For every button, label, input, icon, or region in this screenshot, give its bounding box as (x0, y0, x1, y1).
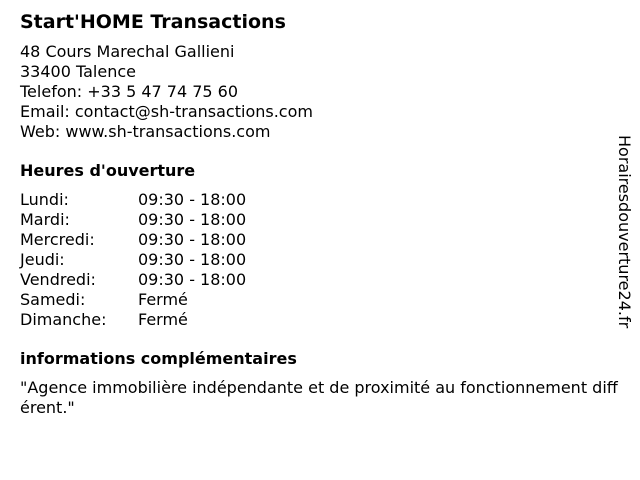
hours-row-sunday (20, 310, 620, 330)
hours-day: Vendredi: (20, 270, 96, 289)
hours-row-thursday (20, 250, 620, 270)
hours-table (20, 190, 620, 330)
hours-time: Fermé (138, 290, 188, 309)
hours-day: Lundi: (20, 190, 69, 209)
site-watermark: Horairesdouverture24.fr (615, 135, 634, 329)
hours-heading: Heures d'ouverture (20, 161, 196, 180)
hours-day: Mercredi: (20, 230, 95, 249)
hours-time: 09:30 - 18:00 (138, 190, 247, 209)
business-card (20, 10, 620, 418)
hours-row-friday (20, 270, 620, 290)
web-line: Web: www.sh-transactions.com (20, 122, 271, 141)
hours-row-monday (20, 190, 620, 210)
hours-row-saturday (20, 290, 620, 310)
hours-day: Mardi: (20, 210, 70, 229)
hours-time: 09:30 - 18:00 (138, 250, 247, 269)
hours-day: Dimanche: (20, 310, 107, 329)
hours-day: Jeudi: (20, 250, 65, 269)
address-street: 48 Cours Marechal Gallieni (20, 42, 235, 61)
hours-time: 09:30 - 18:00 (138, 230, 247, 249)
hours-day: Samedi: (20, 290, 86, 309)
hours-time: Fermé (138, 310, 188, 329)
info-heading: informations complémentaires (20, 349, 297, 368)
address-city: 33400 Talence (20, 62, 136, 81)
hours-time: 09:30 - 18:00 (138, 210, 247, 229)
hours-time: 09:30 - 18:00 (138, 270, 247, 289)
info-description: "Agence immobilière indépendante et de proximité au fonctionnement différent." (20, 378, 618, 417)
business-name: Start'HOME Transactions (20, 11, 286, 33)
hours-row-wednesday (20, 230, 620, 250)
hours-row-tuesday (20, 210, 620, 230)
phone-line: Telefon: +33 5 47 74 75 60 (20, 82, 239, 101)
email-line: Email: contact@sh-transactions.com (20, 102, 313, 121)
